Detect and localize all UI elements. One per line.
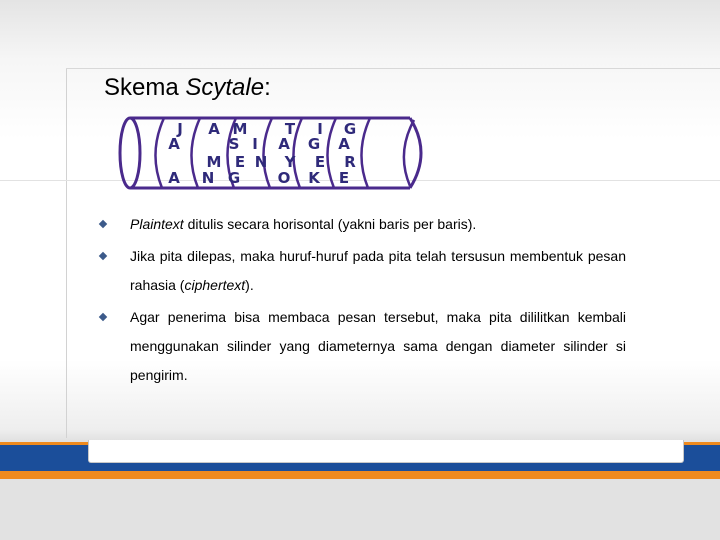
scytale-letter: I: [317, 120, 323, 138]
bullet-emphasis: Plaintext: [130, 216, 184, 232]
title-emphasis: Scytale: [185, 74, 265, 101]
scytale-letter: Y: [284, 153, 296, 171]
scytale-letter: G: [307, 135, 321, 153]
scytale-letter: A: [168, 169, 180, 187]
scytale-outline: [120, 118, 421, 188]
frame-horizontal-line-top: [66, 68, 720, 69]
bullet-text: Agar penerima bisa membaca pesan tersebut, maka pita dililitkan kembali menggunakan silinder yang diameternya sama dengan diameter silinder si pengirim.: [130, 309, 626, 383]
bullet-list: [100, 210, 626, 393]
scytale-letter: N: [201, 169, 215, 187]
bullet-icon: [99, 220, 107, 228]
scytale-letter: O: [277, 169, 291, 187]
bullet-text-end: ).: [245, 277, 254, 293]
slide-title: [104, 74, 271, 102]
scytale-letter: E: [338, 169, 350, 187]
scytale-letter: G: [343, 120, 357, 138]
bullet-item-ciphertext: [100, 242, 626, 300]
scytale-letter: A: [208, 120, 220, 138]
frame-vertical-line: [66, 68, 67, 438]
bullet-item-plaintext: [100, 210, 626, 239]
scytale-letter: M: [206, 153, 222, 171]
bullet-text: ditulis secara horisontal (yakni baris per baris).: [183, 216, 477, 232]
bullet-text: Jika pita dilepas, maka huruf-huruf pada pita telah tersusun membentuk pesan rahasia (: [130, 248, 626, 293]
scytale-letter: A: [168, 135, 180, 153]
scytale-letter: A: [338, 135, 350, 153]
scytale-letter: K: [308, 169, 320, 187]
scytale-letter: T: [284, 120, 296, 138]
title-colon: :: [264, 74, 271, 101]
scytale-letter: M: [232, 120, 248, 138]
scytale-diagram: [118, 112, 428, 194]
bullet-item-receiver: [100, 303, 626, 390]
bullet-icon: [99, 313, 107, 321]
footer-white-inset: [88, 440, 684, 463]
scytale-letter: E: [234, 153, 246, 171]
scytale-letter: N: [254, 153, 268, 171]
bullet-icon: [99, 252, 107, 260]
scytale-letter: R: [344, 153, 356, 171]
footer-orange-bar: [0, 471, 720, 479]
scytale-letter: S: [228, 135, 240, 153]
scytale-letter: G: [227, 169, 241, 187]
scytale-letter: I: [252, 135, 258, 153]
scytale-letter: E: [314, 153, 326, 171]
scytale-letter: A: [278, 135, 290, 153]
bullet-emphasis: ciphertext: [184, 277, 246, 293]
scytale-letter: J: [177, 120, 183, 138]
title-text: Skema: [104, 74, 186, 101]
